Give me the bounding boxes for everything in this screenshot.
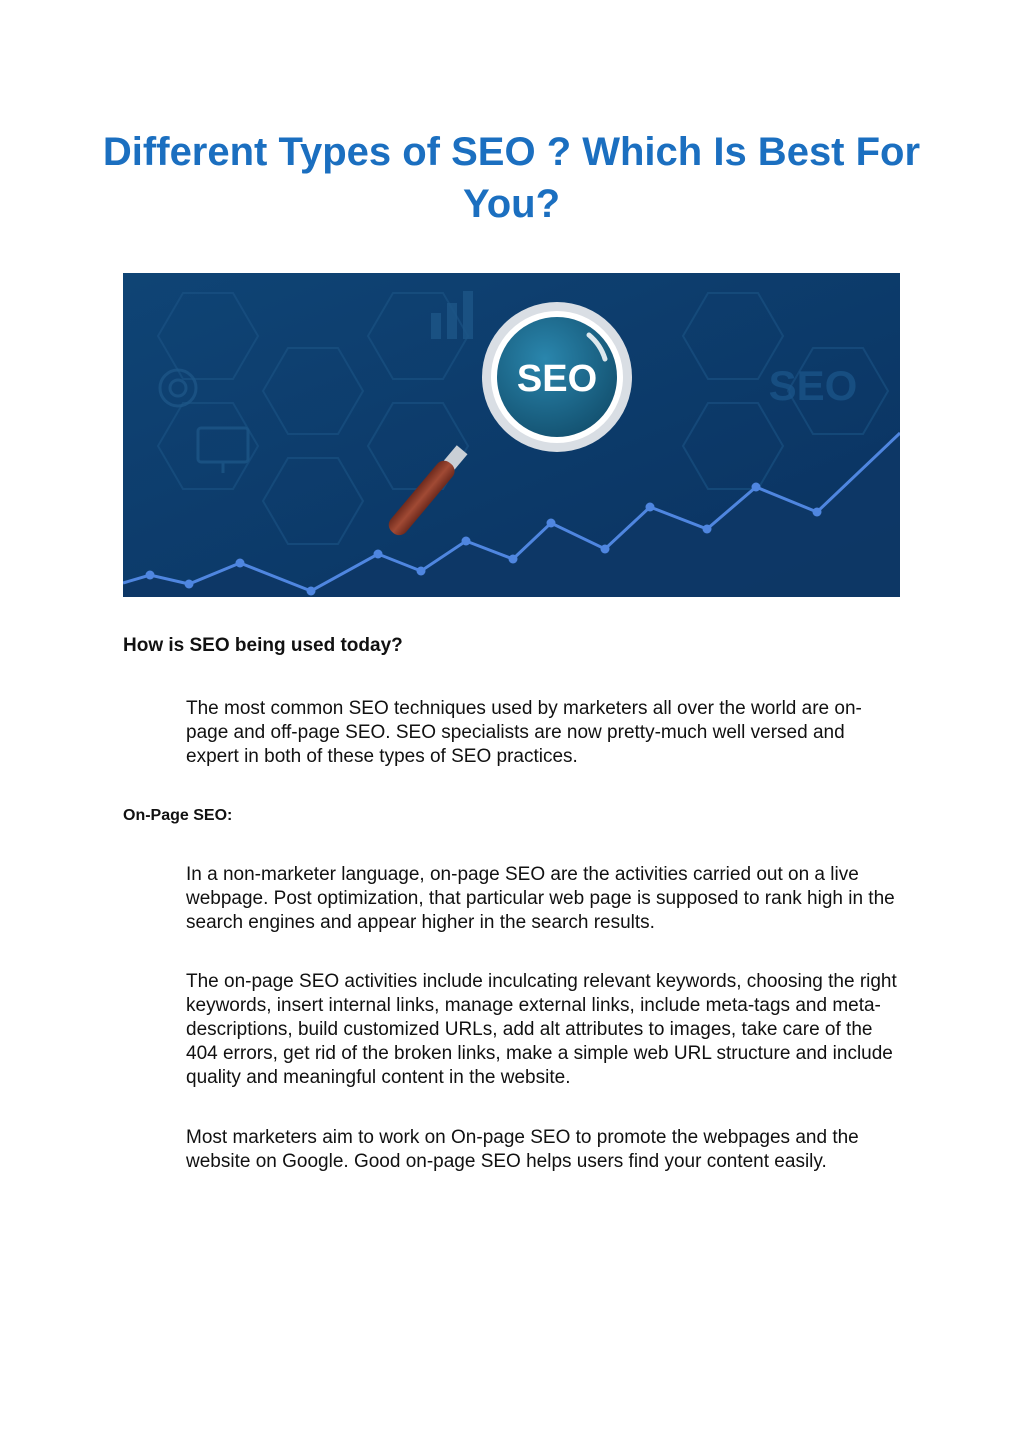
paragraph-on-page-definition: In a non-marketer language, on-page SEO are the activities carried out on a live webpage. Post optimization, that particular web page is supposed to rank high in the search engines and appear higher in the search results. [186,864,895,933]
section-heading-seo-today: How is SEO being used today? [123,635,403,656]
seo-badge-text: SEO [516,358,598,400]
section-heading-on-page-seo: On-Page SEO: [123,807,233,824]
paragraph-seo-techniques: The most common SEO techniques used by marketers all over the world are on-page and off-page SEO. SEO specialists are now pretty-much well versed and expert in both of these types of SEO practices. [186,698,862,767]
page-title: Different Types of SEO ? Which Is Best For You? [102,130,921,226]
seo-watermark-text: SEO [768,362,858,409]
paragraph-on-page-goals: Most marketers aim to work on On-page SEO to promote the webpages and the website on Google. Good on-page SEO helps users find your content easily. [186,1127,859,1172]
paragraph-on-page-activities: The on-page SEO activities include inculcating relevant keywords, choosing the right keywords, insert internal links, manage external links, include meta-tags and meta-descriptions, build customized URLs, add alt attributes to images, take care of the 404 errors, get rid of the broken links, make a simple web URL structure and include quality and meaningful content in the website. [186,971,897,1088]
seo-hero-image [123,273,900,597]
